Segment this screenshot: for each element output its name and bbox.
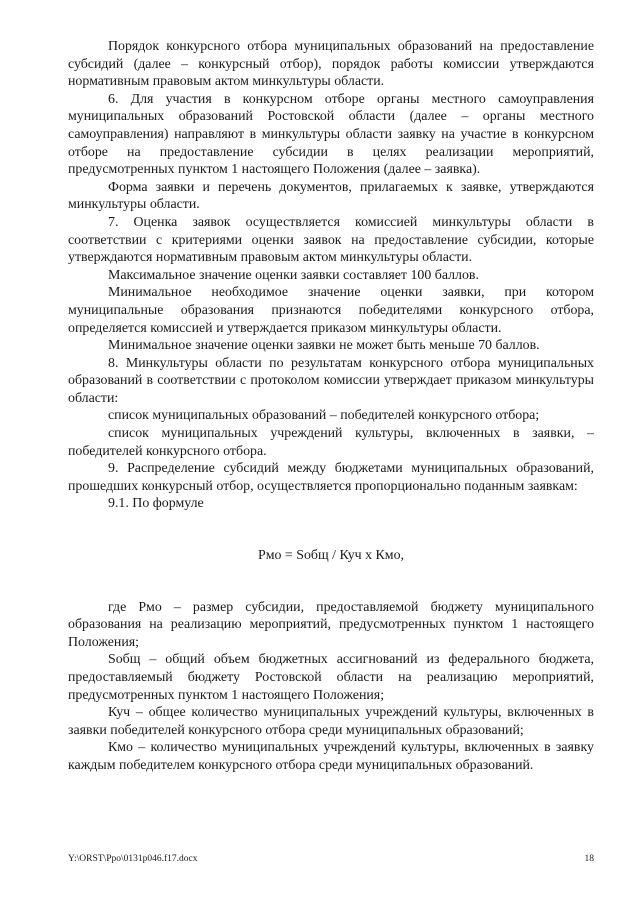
paragraph-selection-procedure: Порядок конкурсного отбора муниципальных образований на предоставление субсидий (далее – конкурсный отбор), порядок работы комиссии утверждаются нормативным правовым актом минкультуры области.: [68, 39, 594, 90]
definition-rmo: где Рмо – размер субсидии, предоставляемой бюджету муниципального образования на реализацию мероприятий, предусмотренных пунктом 1 настоящего Положения;: [68, 599, 594, 650]
paragraph-min-score-limit: Минимальное значение оценки заявки не может быть меньше 70 баллов.: [108, 338, 540, 354]
paragraph-list-institutions: список муниципальных учреждений культуры, включенных в заявки, – победителей конкурсного отбора.: [68, 426, 594, 459]
definition-kuch: Куч – общее количество муниципальных учреждений культуры, включенных в заявки победителей конкурсного отбора среди муниципальных образований;: [68, 705, 594, 738]
paragraph-item-7: 7. Оценка заявок осуществляется комиссией минкультуры области в соответствии с критериями оценки заявок на предоставление субсидии, которые утверждаются нормативным правовым актом минкультуры области.: [68, 214, 594, 266]
page-footer: [68, 853, 594, 865]
definition-sobshch: Sобщ – общий объем бюджетных ассигнований из федерального бюджета, предоставляемый бюджету Ростовской области на реализацию мероприятий, предусмотренных пунктом 1 настоящего Положения;: [68, 652, 594, 703]
paragraph-item-9: 9. Распределение субсидий между бюджетами муниципальных образований, прошедших конкурсный отбор, осуществляется пропорционально поданным заявкам:: [68, 461, 594, 494]
paragraph-max-score: Максимальное значение оценки заявки составляет 100 баллов.: [108, 267, 479, 283]
paragraph-min-required-score: Минимальное необходимое значение оценки заявки, при котором муниципальные образования признаются победителями конкурсного отбора, определяется комиссией и утверждается приказом минкультуры области.: [68, 285, 594, 336]
paragraph-item-6: 6. Для участия в конкурсном отборе органы местного самоуправления муниципальных образований Ростовской области (далее – органы местного самоуправления) направляют в минкультуры области заявку на участие в конкурсном отборе на предоставление субсидии в целях реализации мероприятий, предусмотренных пунктом 1 настоящего Положения (далее – заявка).: [68, 91, 594, 178]
paragraph-application-form: Форма заявки и перечень документов, прилагаемых к заявке, утверждаются минкультуры области.: [68, 179, 594, 213]
paragraph-list-municipalities: список муниципальных образований – победителей конкурсного отбора;: [108, 408, 540, 424]
formula: Рмо = Sобщ / Куч x Кмо,: [258, 548, 404, 564]
document-body: [68, 38, 594, 775]
paragraph-item-9-1: 9.1. По формуле: [108, 496, 204, 512]
paragraph-item-8: 8. Минкультуры области по результатам конкурсного отбора муниципальных образований в соответствии с протоколом комиссии утверждает приказом минкультуры области:: [68, 355, 594, 406]
footer-page-number: 18: [584, 854, 594, 864]
definition-kmo: Кмо – количество муниципальных учреждений культуры, включенных в заявку каждым победителем конкурсного отбора среди муниципальных образований.: [68, 740, 594, 773]
footer-file-path: Y:\ORST\Ppo\0131p046.f17.docx: [68, 854, 198, 864]
